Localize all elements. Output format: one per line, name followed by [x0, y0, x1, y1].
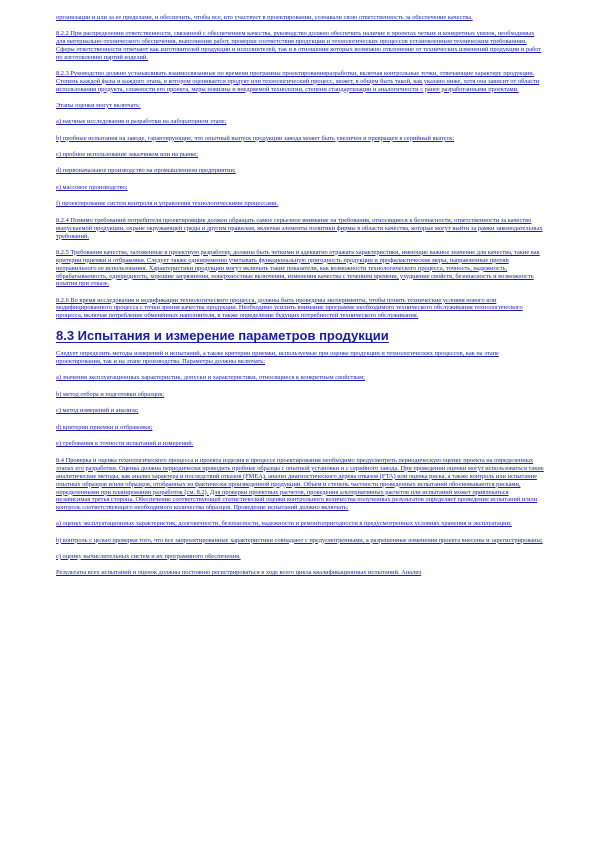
list-intro: Этапы оценки могут включать:: [56, 101, 141, 109]
paragraph: организации и или за ее пределами, и обеспечить, чтобы все, кто участвует в проектировании, сознавали свою ответственность за обеспечение качества.: [56, 14, 473, 21]
list-item: e) массовое производство;: [56, 183, 128, 191]
list-item: e) требования к точности испытаний и измерений.: [56, 440, 194, 448]
list-item: a) научные исследования и разработки на лабораторном этапе;: [56, 118, 227, 126]
list-item: b) пробные испытания на заводе, гарантирующие, что опытный выпуск продукции завода может быть увеличен и превращен в серийный выпуск;: [56, 134, 455, 142]
list-item: d) критерии приемки и отбраковки;: [56, 423, 153, 431]
list-item: b) контроль с целью проверки того, что все запроектированные характеристики совпадают с предусмотренными, а разрешенные изменения проекта внесены и зарегистрированы;: [56, 536, 543, 544]
top-body: [56, 14, 544, 320]
paragraph: Следует определить методы измерений и испытаний, а также критерии приемки, используемые при оценке продукции и технологических процессов, как на этапе проектирования, так и на этапе производства. Параметры должны включать:: [56, 350, 499, 366]
list-item: f) проектирование систем контроля и управления технологическими процессами.: [56, 200, 279, 208]
paragraph: Результаты всех испытаний и оценок должны постоянно регистрироваться в ходе всего цикла квалификационных испытаний. Анализ: [56, 569, 422, 577]
paragraph-8-2-5: 8.2.5 Требования качества, заложенные в проектную разработку, должны быть четкими и адекватно отражать характеристики, имеющие важное значение для качества, такие как критерии приемки и отбраковки. Следует также одновременно учитывать функциональную пригодность продукции и профилактические меры, направленные против неправильного ее использования. Характеристики продукции могут включать такие показатели, как возможности технологического процесса, точность, надежность, обрабатываемость, однородность, хорошие загрязнения, поверхностные включения, изменения качества с течением времени, ухудшение свойств, безопасность и возможность изъятия при отказе.: [56, 248, 540, 288]
paragraph-8-2-6: 8.2.6 Во время исследования и модификации технологического процесса, должны быть проведены эксперименты, чтобы понять технические условия нового или модифицированного процесса с точки зрения качества продукции. Необходимо усилить внимание программе необходимого технического обслуживания технологического процесса, включая потребление обменённых наполнителя, в также определение будущих потребностей технического обслуживания.: [56, 296, 523, 320]
list-item: d) первоначальное производство на промышленном предприятии;: [56, 167, 236, 175]
document-page: [56, 14, 544, 585]
paragraph-8-2-4: 8.2.4 Помимо требований потребителя проектировщик должен обращать самое серьезное внимание на требования, относящиеся к безопасности, ответственности за качество выпускаемой продукции, охране окружающей среды и другим правилам, включая элементы политики фирмы в области качества, которые могут выйти за рамки законодательных требований.: [56, 216, 543, 240]
section-heading: 8.3 Испытания и измерение параметров продукции: [56, 328, 389, 344]
list-item: a) значения эксплуатационных характеристик, допуски и характеристики, относящиеся к конкретным свойствам;: [56, 374, 365, 382]
list-item: c) метод измерений и анализа;: [56, 407, 139, 415]
paragraph-8-2-3: 8.2.3 Руководство должно устанавливать взаимосвязанные по времени программы проектированияразработки, включая контрольные точки, отвечающие характеру продукции. Степень каждой фазы и каждого этапа, в котором оценивается продукт или технологический процесс, может, в общем быть такой, как указано ниже, хотя она зависит от области использования продукта, сложности его проекта, меры новизны и внедряемой технологии, степени стандартизации и аналогичности с ранее разработанными проектами.: [56, 69, 540, 93]
paragraph-8-4: 8.4 Проверка и оценка технологического процесса и проекта изделия в процессе проектирования необходимо предусмотреть периодическую оценку проекта на определенных этапах его разработки. Оценка должна периодически проводить пробные образцы с опытной установки и с серийного завода. При проведении оценки могут использоваться такие аналитические методы, как анализ характера и последствий отказов (FMEA), анализ диагностического дерева отказов (FTA) или оценка риска, а также контроль или испытание опытных образцов и/или образцов, отобранных из фактически произведенной продукции. Объем и степень частности проведенных испытаний обосновываются рисками, определенными при планировании разработок (см. 8.2). Для проверки проектных расчетов, проведения альтернативных расчетов или испытаний может привлекаться независимая третья сторона. Обеспечение соответствующей статистической оценки контрольного количества полученных результатов определяет проведение испытаний и/или контроль соответствующего необходимого количества образцов. Проведение испытаний должно включать:: [56, 456, 544, 512]
list-item: a) оценку эксплуатационных характеристик, долговечности, безопасности, надежности и ремонтопригодности в предусмотренных условиях хранения и эксплуатации;: [56, 520, 512, 528]
list-item: c) оценку вычислительных систем и их программного обеспечения.: [56, 552, 241, 560]
list-item: b) метод отбора и подготовки образцов;: [56, 390, 165, 398]
bottom-body: [56, 350, 544, 577]
list-item: c) пробное использование заказчиком или на рынке;: [56, 150, 199, 158]
paragraph-8-2-2: 8.2.2 При распределении ответственности, связанной с обеспечением качества, руководство должно обеспечить наличие в проектах четких и конкретных увязок, необходимых для материально-технического обеспечения, выполнения работ, проверки соответствия продукции и технологических процессов установленным техническим требованиям. Сферы ответственности отвечают как изготовителей продукции и исполнителей, так и в отношении которых возможно отклонение от технических изменений продукции и работ по изготовлению партий изделий.: [56, 30, 542, 61]
